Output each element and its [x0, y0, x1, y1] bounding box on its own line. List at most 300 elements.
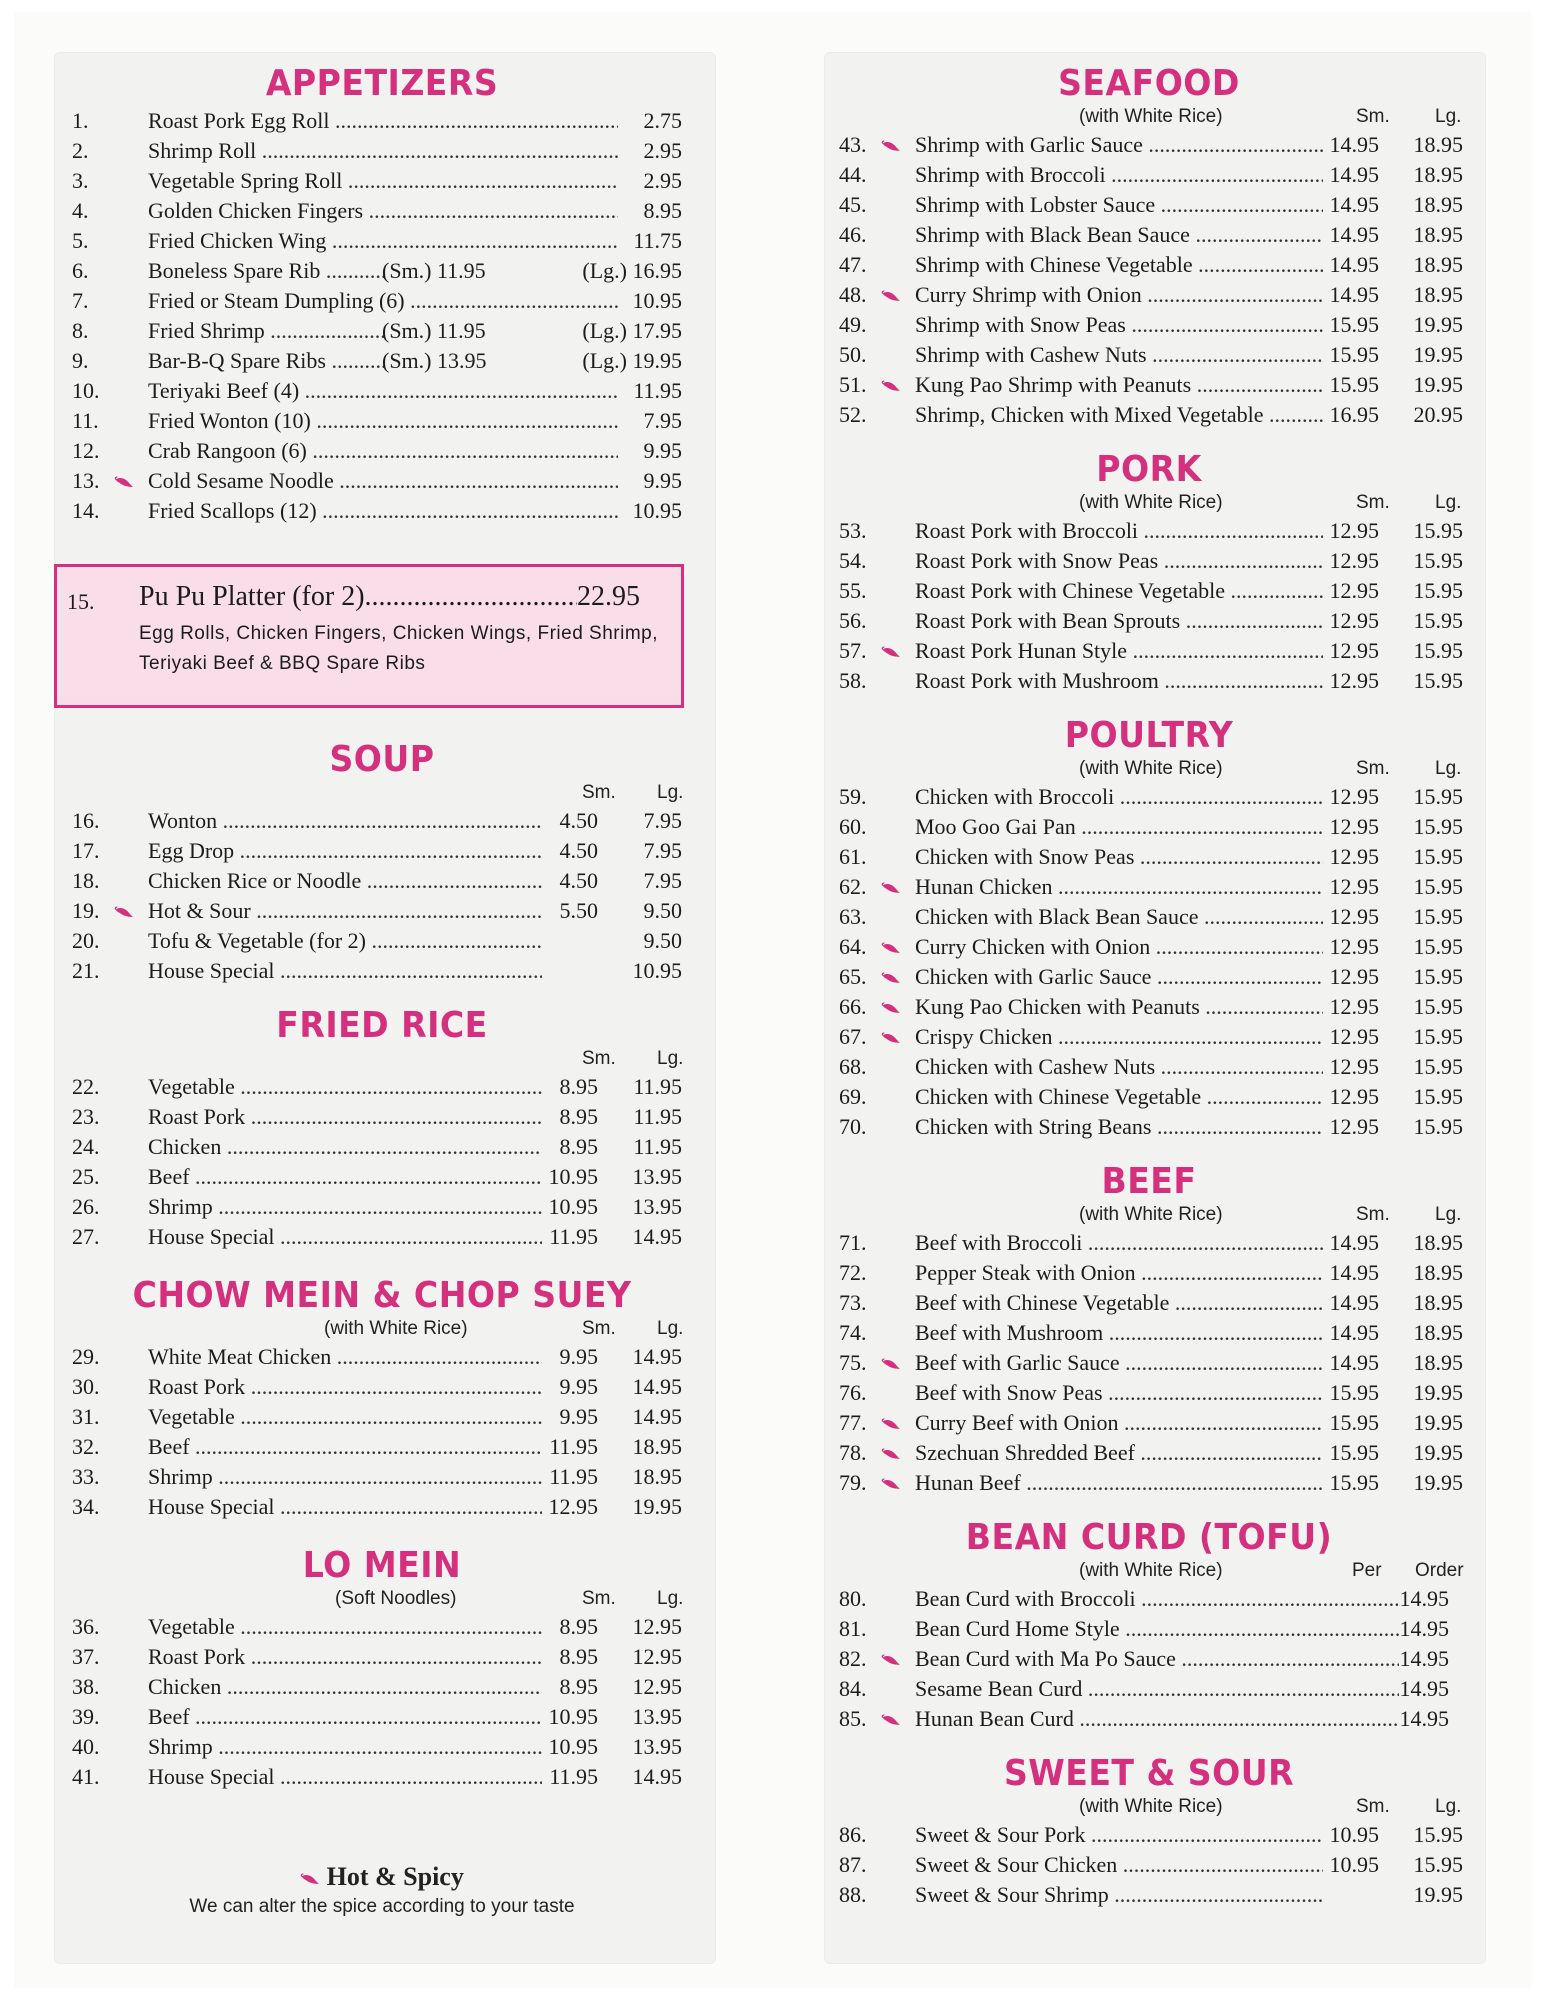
price: 15.95: [1413, 608, 1463, 633]
item-name: Bar-B-Q Spare Ribs .....: [148, 346, 384, 376]
hot-spicy-legend: [62, 1862, 702, 1918]
small-header: Sm.: [1356, 758, 1390, 779]
price: 18.95: [1413, 282, 1463, 307]
small-price: 12.95: [1329, 1084, 1379, 1109]
item-number: 88.: [839, 1882, 867, 1907]
price: 18.95: [1413, 222, 1463, 247]
item-name: Vegetable .....: [148, 1612, 542, 1642]
item-number: 18.: [72, 868, 100, 893]
menu-item-row: [829, 1258, 1469, 1288]
price: 15.95: [1413, 964, 1463, 989]
item-name: Fried or Steam Dumpling (6) .....: [148, 286, 618, 316]
item-name: Roast Pork with Chinese Vegetable .....: [915, 576, 1323, 606]
item-number: 41.: [72, 1764, 100, 1789]
chili-pepper-icon: [881, 280, 901, 310]
menu-item-row: [829, 992, 1469, 1022]
chili-pepper-icon: [881, 872, 901, 902]
small-price: 11.95: [549, 1464, 598, 1489]
menu-item-row: [829, 1228, 1469, 1258]
item-name: Roast Pork with Bean Sprouts .....: [915, 606, 1323, 636]
item-number: 19.: [72, 898, 100, 923]
chili-pepper-icon: [881, 962, 901, 992]
price: 13.95: [632, 1734, 682, 1759]
large-header: Lg.: [1435, 106, 1462, 127]
menu-item-row: [829, 160, 1469, 190]
item-name: Sweet & Sour Shrimp .....: [915, 1880, 1323, 1910]
price: 15.95: [1413, 638, 1463, 663]
small-price: 14.95: [1329, 222, 1379, 247]
large-price: (Lg.) 19.95: [582, 348, 682, 373]
item-number: 48.: [839, 282, 867, 307]
item-name: Shrimp with Chinese Vegetable .....: [915, 250, 1323, 280]
small-price: 14.95: [1329, 252, 1379, 277]
price: 15.95: [1413, 1822, 1463, 1847]
item-name: Shrimp with Garlic Sauce .....: [915, 130, 1323, 160]
item-name: Shrimp .....: [148, 1732, 542, 1762]
item-name: Szechuan Shredded Beef .....: [915, 1438, 1323, 1468]
small-price: 14.95: [1329, 1350, 1379, 1375]
item-name: Crab Rangoon (6) .....: [148, 436, 618, 466]
menu-item-row: [62, 1372, 702, 1402]
price: 18.95: [632, 1434, 682, 1459]
item-number: 15.: [67, 589, 95, 614]
item-number: 73.: [839, 1290, 867, 1315]
item-name: Hunan Bean Curd .....: [915, 1704, 1399, 1734]
menu-item-row: [829, 842, 1469, 872]
item-name: Fried Chicken Wing .....: [148, 226, 618, 256]
item-name: Curry Chicken with Onion .....: [915, 932, 1323, 962]
menu-item-row: [829, 812, 1469, 842]
item-name: Chicken with Broccoli .....: [915, 782, 1323, 812]
item-name: Pu Pu Platter (for 2) .....: [139, 581, 577, 613]
small-price: 8.95: [559, 1674, 598, 1699]
menu-item-row: [829, 1022, 1469, 1052]
appetizers-list: [62, 106, 702, 526]
price: 18.95: [1413, 1260, 1463, 1285]
item-name: Sweet & Sour Pork .....: [915, 1820, 1323, 1850]
item-name: House Special .....: [148, 956, 542, 986]
menu-item-row: [62, 1342, 702, 1372]
column-headers: [829, 1796, 1469, 1820]
menu-item-row: [829, 1584, 1469, 1614]
item-name: Pepper Steak with Onion .....: [915, 1258, 1323, 1288]
item-name: Chicken with Cashew Nuts .....: [915, 1052, 1323, 1082]
price: 11.75: [633, 228, 682, 253]
item-name: Moo Goo Gai Pan .....: [915, 812, 1323, 842]
menu-page: [14, 12, 1531, 1988]
item-number: 12.: [72, 438, 100, 463]
item-number: 79.: [839, 1470, 867, 1495]
left-column: [62, 63, 702, 1918]
small-header: Sm.: [1356, 1796, 1390, 1817]
right-column: [829, 63, 1469, 1910]
price: 18.95: [1413, 1230, 1463, 1255]
item-name: Beef with Broccoli .....: [915, 1228, 1323, 1258]
menu-item-row: [829, 1082, 1469, 1112]
appetizers-section: [62, 62, 702, 708]
item-number: 25.: [72, 1164, 100, 1189]
small-price: 15.95: [1329, 342, 1379, 367]
small-price: 4.50: [559, 868, 598, 893]
item-name: Chicken with Garlic Sauce .....: [915, 962, 1323, 992]
menu-item-row: [829, 280, 1469, 310]
item-number: 65.: [839, 964, 867, 989]
lo-mein-list: [62, 1612, 702, 1792]
soup-section: [62, 738, 702, 986]
menu-item-row: [62, 806, 702, 836]
small-price: 12.95: [1329, 1114, 1379, 1139]
price: 12.95: [632, 1674, 682, 1699]
column-headers: [829, 1204, 1469, 1228]
large-header: Lg.: [657, 782, 684, 803]
item-name: Chicken .....: [148, 1672, 542, 1702]
small-price: 9.95: [559, 1404, 598, 1429]
large-header: Lg.: [657, 1588, 684, 1609]
item-number: 60.: [839, 814, 867, 839]
large-header: Lg.: [1435, 492, 1462, 513]
chili-pepper-icon: [881, 1438, 901, 1468]
item-name: Roast Pork with Broccoli .....: [915, 516, 1323, 546]
item-name: Bean Curd with Broccoli .....: [915, 1584, 1399, 1614]
pu-pu-platter-box: [54, 564, 684, 708]
small-price: 8.95: [559, 1074, 598, 1099]
large-header: Lg.: [1435, 1204, 1462, 1225]
item-name: Hunan Beef .....: [915, 1468, 1323, 1498]
menu-item-row: [62, 926, 702, 956]
section-title: BEEF: [1101, 1161, 1197, 1202]
small-price: 12.95: [1329, 844, 1379, 869]
item-number: 62.: [839, 874, 867, 899]
small-price: 12.95: [1329, 608, 1379, 633]
menu-item-row: [62, 1132, 702, 1162]
column-headers: [62, 1588, 702, 1612]
item-name: Roast Pork .....: [148, 1642, 542, 1672]
item-name: Sweet & Sour Chicken .....: [915, 1850, 1323, 1880]
chili-pepper-icon: [881, 130, 901, 160]
menu-item-row: [62, 286, 702, 316]
item-name: Chicken .....: [148, 1132, 542, 1162]
menu-item-row: [829, 340, 1469, 370]
price: 18.95: [632, 1464, 682, 1489]
item-name: Hot & Sour .....: [148, 896, 542, 926]
price: 15.95: [1413, 784, 1463, 809]
column-headers: [829, 758, 1469, 782]
price: 15.95: [1413, 934, 1463, 959]
seafood-section: [829, 62, 1469, 430]
chili-pepper-icon: [114, 466, 134, 496]
price: 19.95: [1413, 1882, 1463, 1907]
menu-item-row: [829, 1674, 1469, 1704]
item-name: Chicken with Snow Peas .....: [915, 842, 1323, 872]
small-price: 12.95: [1329, 1024, 1379, 1049]
menu-item-row: [829, 1318, 1469, 1348]
item-number: 49.: [839, 312, 867, 337]
item-number: 38.: [72, 1674, 100, 1699]
item-number: 36.: [72, 1614, 100, 1639]
small-price: 14.95: [1329, 282, 1379, 307]
price: 14.95: [1399, 1646, 1449, 1671]
section-title: SWEET & SOUR: [1003, 1753, 1295, 1794]
menu-item-row: [62, 1462, 702, 1492]
item-name: Hunan Chicken .....: [915, 872, 1323, 902]
item-number: 32.: [72, 1434, 100, 1459]
item-number: 87.: [839, 1852, 867, 1877]
item-name: Roast Pork Hunan Style .....: [915, 636, 1323, 666]
price: 10.95: [632, 498, 682, 523]
small-price: 8.95: [559, 1134, 598, 1159]
item-number: 43.: [839, 132, 867, 157]
section-note: (with White Rice): [1079, 492, 1223, 513]
price: 13.95: [632, 1194, 682, 1219]
item-number: 51.: [839, 372, 867, 397]
small-price: 4.50: [559, 808, 598, 833]
bean-curd-list: [829, 1584, 1469, 1734]
item-number: 57.: [839, 638, 867, 663]
price: 12.95: [632, 1614, 682, 1639]
seafood-list: [829, 130, 1469, 430]
menu-item-row: [62, 866, 702, 896]
chili-pepper-icon: [881, 1644, 901, 1674]
price: 15.95: [1413, 814, 1463, 839]
column-headers: [829, 1560, 1469, 1584]
price: 15.95: [1413, 874, 1463, 899]
small-header: Sm.: [1356, 1204, 1390, 1225]
menu-item-row: [829, 606, 1469, 636]
item-name: Beef .....: [148, 1702, 542, 1732]
price: 18.95: [1413, 1320, 1463, 1345]
menu-item-row: [829, 1850, 1469, 1880]
section-note: (with White Rice): [1079, 1560, 1223, 1581]
small-price: 12.95: [1329, 784, 1379, 809]
menu-item-row: [829, 1614, 1469, 1644]
small-price: 5.50: [559, 898, 598, 923]
small-price: 11.95: [549, 1764, 598, 1789]
menu-item-row: [829, 250, 1469, 280]
menu-item-row: [62, 896, 702, 926]
small-price: 14.95: [1329, 1320, 1379, 1345]
column-headers: [62, 782, 702, 806]
small-price: 8.95: [559, 1644, 598, 1669]
small-price: (Sm.) 11.95: [382, 318, 486, 343]
item-number: 30.: [72, 1374, 100, 1399]
small-header: Sm.: [582, 1048, 616, 1069]
menu-item-row: [62, 316, 702, 346]
chili-pepper-icon: [881, 1408, 901, 1438]
price: 19.95: [1413, 342, 1463, 367]
menu-item-row: [829, 872, 1469, 902]
price: 15.95: [1413, 548, 1463, 573]
small-price: 10.95: [548, 1194, 598, 1219]
menu-item-row: [62, 166, 702, 196]
price: 15.95: [1413, 518, 1463, 543]
small-price: 10.95: [548, 1704, 598, 1729]
item-number: 13.: [72, 468, 100, 493]
small-price: 15.95: [1329, 312, 1379, 337]
chili-pepper-icon: [881, 1468, 901, 1498]
price: 9.50: [643, 898, 682, 923]
price: 11.95: [633, 378, 682, 403]
price: 15.95: [1413, 904, 1463, 929]
item-number: 21.: [72, 958, 100, 983]
item-name: Wonton .....: [148, 806, 542, 836]
small-price: 15.95: [1329, 1380, 1379, 1405]
item-number: 22.: [72, 1074, 100, 1099]
item-number: 9.: [72, 348, 89, 373]
price: 13.95: [632, 1704, 682, 1729]
chili-pepper-icon: [881, 992, 901, 1022]
item-name: Bean Curd with Ma Po Sauce .....: [915, 1644, 1399, 1674]
price: 2.95: [643, 138, 682, 163]
item-name: Chicken with Black Bean Sauce .....: [915, 902, 1323, 932]
small-price: 14.95: [1329, 162, 1379, 187]
small-header: Sm.: [1356, 106, 1390, 127]
item-name: Beef with Mushroom .....: [915, 1318, 1323, 1348]
small-price: 16.95: [1329, 402, 1379, 427]
item-number: 34.: [72, 1494, 100, 1519]
section-title: BEAN CURD (TOFU): [965, 1517, 1333, 1558]
menu-item-row: [829, 310, 1469, 340]
item-number: 78.: [839, 1440, 867, 1465]
price: 2.95: [643, 168, 682, 193]
chili-pepper-icon: [300, 1872, 320, 1886]
item-name: Curry Shrimp with Onion .....: [915, 280, 1323, 310]
item-number: 71.: [839, 1230, 867, 1255]
menu-item-row: [829, 1052, 1469, 1082]
item-name: Shrimp with Lobster Sauce .....: [915, 190, 1323, 220]
section-title: SOUP: [329, 739, 435, 780]
price: 14.95: [632, 1764, 682, 1789]
small-price: 10.95: [1329, 1852, 1379, 1877]
item-number: 33.: [72, 1464, 100, 1489]
item-number: 24.: [72, 1134, 100, 1159]
item-name: Boneless Spare Rib .....: [148, 256, 384, 286]
menu-item-row: [829, 576, 1469, 606]
item-name: Shrimp with Black Bean Sauce .....: [915, 220, 1323, 250]
item-name: Tofu & Vegetable (for 2) .....: [148, 926, 542, 956]
item-number: 11.: [72, 408, 99, 433]
bean-curd-section: [829, 1516, 1469, 1734]
item-number: 86.: [839, 1822, 867, 1847]
item-name: Fried Wonton (10) .....: [148, 406, 618, 436]
price: 15.95: [1413, 844, 1463, 869]
menu-item-row: [829, 932, 1469, 962]
item-number: 4.: [72, 198, 89, 223]
item-number: 2.: [72, 138, 89, 163]
small-price: 12.95: [1329, 1054, 1379, 1079]
item-number: 16.: [72, 808, 100, 833]
section-title: CHOW MEIN & CHOP SUEY: [132, 1275, 632, 1316]
small-price: 14.95: [1329, 1290, 1379, 1315]
item-number: 10.: [72, 378, 100, 403]
price: 7.95: [643, 808, 682, 833]
sweet-sour-list: [829, 1820, 1469, 1910]
small-price: (Sm.) 11.95: [382, 258, 486, 283]
price: 19.95: [1413, 1470, 1463, 1495]
item-number: 85.: [839, 1706, 867, 1731]
item-number: 67.: [839, 1024, 867, 1049]
section-title: FRIED RICE: [276, 1005, 488, 1046]
price: 15.95: [1413, 1054, 1463, 1079]
item-number: 59.: [839, 784, 867, 809]
small-price: 15.95: [1329, 1410, 1379, 1435]
item-name: House Special .....: [148, 1762, 542, 1792]
item-number: 40.: [72, 1734, 100, 1759]
menu-item-row: [829, 636, 1469, 666]
menu-item-row: [829, 130, 1469, 160]
item-name: Teriyaki Beef (4) .....: [148, 376, 618, 406]
item-number: 82.: [839, 1646, 867, 1671]
price: 14.95: [1399, 1706, 1449, 1731]
item-number: 63.: [839, 904, 867, 929]
price: 12.95: [632, 1644, 682, 1669]
item-name: Egg Drop .....: [148, 836, 542, 866]
price: 2.75: [643, 108, 682, 133]
item-name: Roast Pork Egg Roll .....: [148, 106, 618, 136]
item-name: Vegetable Spring Roll .....: [148, 166, 618, 196]
small-header: Sm.: [582, 1318, 616, 1339]
menu-item-row: [62, 226, 702, 256]
small-price: 14.95: [1329, 1260, 1379, 1285]
menu-item-row: [62, 1612, 702, 1642]
item-number: 77.: [839, 1410, 867, 1435]
small-header: Sm.: [1356, 492, 1390, 513]
price: 18.95: [1413, 1290, 1463, 1315]
chili-pepper-icon: [881, 1022, 901, 1052]
poultry-section: [829, 714, 1469, 1142]
menu-item-row: [829, 1408, 1469, 1438]
section-note: (with White Rice): [1079, 106, 1223, 127]
item-number: 26.: [72, 1194, 100, 1219]
lo-mein-section: [62, 1544, 702, 1792]
price: 13.95: [632, 1164, 682, 1189]
price: 19.95: [632, 1494, 682, 1519]
item-number: 20.: [72, 928, 100, 953]
menu-item-row: [829, 902, 1469, 932]
menu-item-row: [62, 1072, 702, 1102]
beef-list: [829, 1228, 1469, 1498]
item-name: Shrimp with Cashew Nuts .....: [915, 340, 1323, 370]
menu-item-row: [62, 1162, 702, 1192]
item-number: 45.: [839, 192, 867, 217]
menu-item-row: [62, 346, 702, 376]
item-number: 72.: [839, 1260, 867, 1285]
small-price: 12.95: [1329, 874, 1379, 899]
price: 7.95: [643, 408, 682, 433]
menu-item-row: [62, 376, 702, 406]
price: 18.95: [1413, 132, 1463, 157]
item-number: 52.: [839, 402, 867, 427]
menu-item-row: [62, 406, 702, 436]
menu-item-row: [62, 196, 702, 226]
price: 15.95: [1413, 1084, 1463, 1109]
price: 19.95: [1413, 312, 1463, 337]
legend-title: Hot & Spicy: [326, 1862, 464, 1891]
item-name: Kung Pao Chicken with Peanuts .....: [915, 992, 1323, 1022]
item-price: 22.95: [577, 581, 640, 612]
column-headers: [62, 1318, 702, 1342]
price: 9.95: [643, 438, 682, 463]
small-price: 12.95: [1329, 668, 1379, 693]
item-name: Beef .....: [148, 1432, 542, 1462]
menu-item-row: [829, 516, 1469, 546]
large-header: Lg.: [657, 1318, 684, 1339]
item-name: Chicken with Chinese Vegetable .....: [915, 1082, 1323, 1112]
menu-item-row: [62, 1672, 702, 1702]
item-name: Golden Chicken Fingers .....: [148, 196, 618, 226]
item-number: 50.: [839, 342, 867, 367]
price: 14.95: [632, 1224, 682, 1249]
menu-item-row: [829, 1644, 1469, 1674]
